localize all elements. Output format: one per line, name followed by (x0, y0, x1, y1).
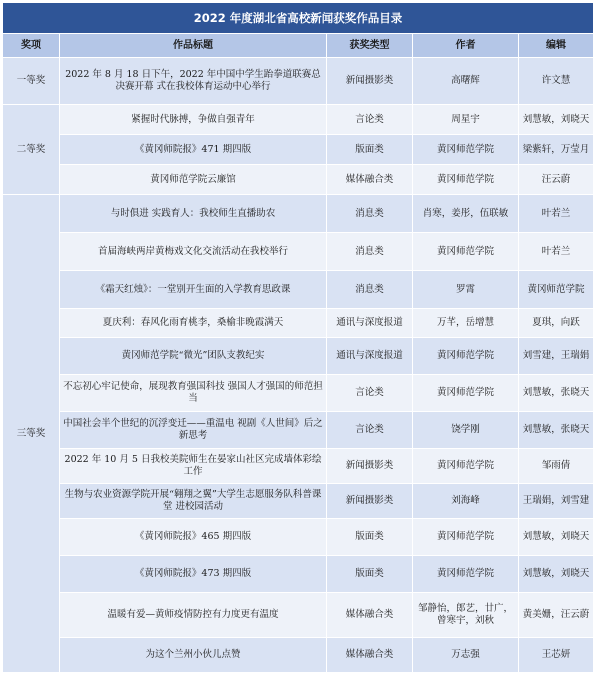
table-row (3, 233, 594, 271)
award-type-cell: 消息类 (327, 271, 413, 309)
header-award-type: 获奖类型 (327, 34, 413, 58)
work-title-cell: 夏庆利：春风化雨育桃李，桑榆非晚霞满天 (60, 309, 327, 338)
work-title-cell: 生物与农业资源学院开展“翱翔之翼”大学生志愿服务队科普课堂 进校园活动 (60, 484, 327, 519)
author-cell: 黄冈师范学院 (413, 449, 519, 484)
editor-cell: 刘慧敏，张晓天 (519, 412, 594, 449)
table-body (3, 58, 594, 673)
award-type-cell: 新闻摄影类 (327, 484, 413, 519)
table-title: 2022 年度湖北省高校新闻获奖作品目录 (3, 3, 594, 34)
table-row (3, 135, 594, 165)
award-type-cell: 言论类 (327, 105, 413, 135)
work-title-cell: 《黄冈师院报》473 期四版 (60, 556, 327, 593)
editor-cell: 叶若兰 (519, 233, 594, 271)
editor-cell: 叶若兰 (519, 195, 594, 233)
work-title-cell: 黄冈师范学院“微光”团队支教纪实 (60, 338, 327, 375)
award-type-cell: 消息类 (327, 195, 413, 233)
table-row (3, 375, 594, 412)
work-title-cell: 与时俱进 实践育人：我校师生直播助农 (60, 195, 327, 233)
header-editor: 编辑 (519, 34, 594, 58)
work-title-cell: 2022 年 10 月 5 日我校美院师生在晏家山社区完成墙体彩绘工作 (60, 449, 327, 484)
author-cell: 黄冈师范学院 (413, 338, 519, 375)
editor-cell: 王瑞娟，刘雪建 (519, 484, 594, 519)
award-type-cell: 版面类 (327, 519, 413, 556)
table-row (3, 58, 594, 105)
author-cell: 黄冈师范学院 (413, 233, 519, 271)
author-cell: 周星宇 (413, 105, 519, 135)
table-row (3, 309, 594, 338)
work-title-cell: 首届海峡两岸黄梅戏文化交流活动在我校举行 (60, 233, 327, 271)
editor-cell: 刘慧敏，张晓天 (519, 375, 594, 412)
author-cell: 黄冈师范学院 (413, 519, 519, 556)
table-row (3, 638, 594, 673)
table-row (3, 449, 594, 484)
work-title-cell: 黄冈师范学院云廉馆 (60, 165, 327, 195)
editor-cell: 邹雨倩 (519, 449, 594, 484)
table-row (3, 593, 594, 638)
work-title-cell: 2022 年 8 月 18 日下午，2022 年中国中学生跆拳道联赛总决赛开幕 式在我校体育运动中心举行 (60, 58, 327, 105)
table-row (3, 195, 594, 233)
table-row (3, 165, 594, 195)
author-cell: 黄冈师范学院 (413, 135, 519, 165)
work-title-cell: 《黄冈师院报》465 期四版 (60, 519, 327, 556)
author-cell: 饶学刚 (413, 412, 519, 449)
header-author: 作者 (413, 34, 519, 58)
award-table (2, 2, 594, 673)
award-level-cell: 一等奖 (3, 58, 60, 105)
table-row (3, 412, 594, 449)
table-row (3, 556, 594, 593)
work-title-cell: 紧握时代脉搏，争做自强青年 (60, 105, 327, 135)
editor-cell: 梁紫轩，万莹月 (519, 135, 594, 165)
editor-cell: 黄美姗，汪云蔚 (519, 593, 594, 638)
table-row (3, 338, 594, 375)
award-level-cell: 三等奖 (3, 195, 60, 673)
work-title-cell: 为这个兰州小伙儿点赞 (60, 638, 327, 673)
author-cell: 黄冈师范学院 (413, 165, 519, 195)
table-row (3, 484, 594, 519)
header-award: 奖项 (3, 34, 60, 58)
author-cell: 高曙辉 (413, 58, 519, 105)
editor-cell: 汪云蔚 (519, 165, 594, 195)
award-type-cell: 消息类 (327, 233, 413, 271)
author-cell: 肖寒，姜彤，伍联敏 (413, 195, 519, 233)
award-type-cell: 通讯与深度报道 (327, 309, 413, 338)
author-cell: 刘海峰 (413, 484, 519, 519)
editor-cell: 许文慧 (519, 58, 594, 105)
table-row (3, 105, 594, 135)
award-type-cell: 言论类 (327, 375, 413, 412)
author-cell: 罗霄 (413, 271, 519, 309)
award-type-cell: 通讯与深度报道 (327, 338, 413, 375)
author-cell: 万芊，岳增慧 (413, 309, 519, 338)
header-row (3, 34, 594, 58)
editor-cell: 黄冈师范学院 (519, 271, 594, 309)
award-type-cell: 新闻摄影类 (327, 58, 413, 105)
editor-cell: 夏琪，向跃 (519, 309, 594, 338)
author-cell: 万志强 (413, 638, 519, 673)
author-cell: 黄冈师范学院 (413, 556, 519, 593)
award-type-cell: 媒体融合类 (327, 165, 413, 195)
table-row (3, 519, 594, 556)
award-list-document (2, 2, 593, 673)
work-title-cell: 《黄冈师院报》471 期四版 (60, 135, 327, 165)
award-level-cell: 二等奖 (3, 105, 60, 195)
editor-cell: 王芯妍 (519, 638, 594, 673)
award-type-cell: 版面类 (327, 135, 413, 165)
work-title-cell: 《霜天红烛》：一堂别开生面的入学教育思政课 (60, 271, 327, 309)
editor-cell: 刘慧敏，刘晓天 (519, 556, 594, 593)
editor-cell: 刘慧敏，刘晓天 (519, 105, 594, 135)
table-row (3, 271, 594, 309)
editor-cell: 刘慧敏，刘晓天 (519, 519, 594, 556)
award-type-cell: 言论类 (327, 412, 413, 449)
author-cell: 邹静怡，郎艺，廿广，曾寒宇，刘秋 (413, 593, 519, 638)
work-title-cell: 温暖有爱—黄师疫情防控有力度更有温度 (60, 593, 327, 638)
author-cell: 黄冈师范学院 (413, 375, 519, 412)
award-type-cell: 版面类 (327, 556, 413, 593)
award-type-cell: 新闻摄影类 (327, 449, 413, 484)
work-title-cell: 中国社会半个世纪的沉浮变迁——重温电 视剧《人世间》后之新思考 (60, 412, 327, 449)
editor-cell: 刘雪建，王瑞娟 (519, 338, 594, 375)
work-title-cell: 不忘初心牢记使命，展现教育强国科技 强国人才强国的师范担当 (60, 375, 327, 412)
award-type-cell: 媒体融合类 (327, 638, 413, 673)
header-work-title: 作品标题 (60, 34, 327, 58)
award-type-cell: 媒体融合类 (327, 593, 413, 638)
